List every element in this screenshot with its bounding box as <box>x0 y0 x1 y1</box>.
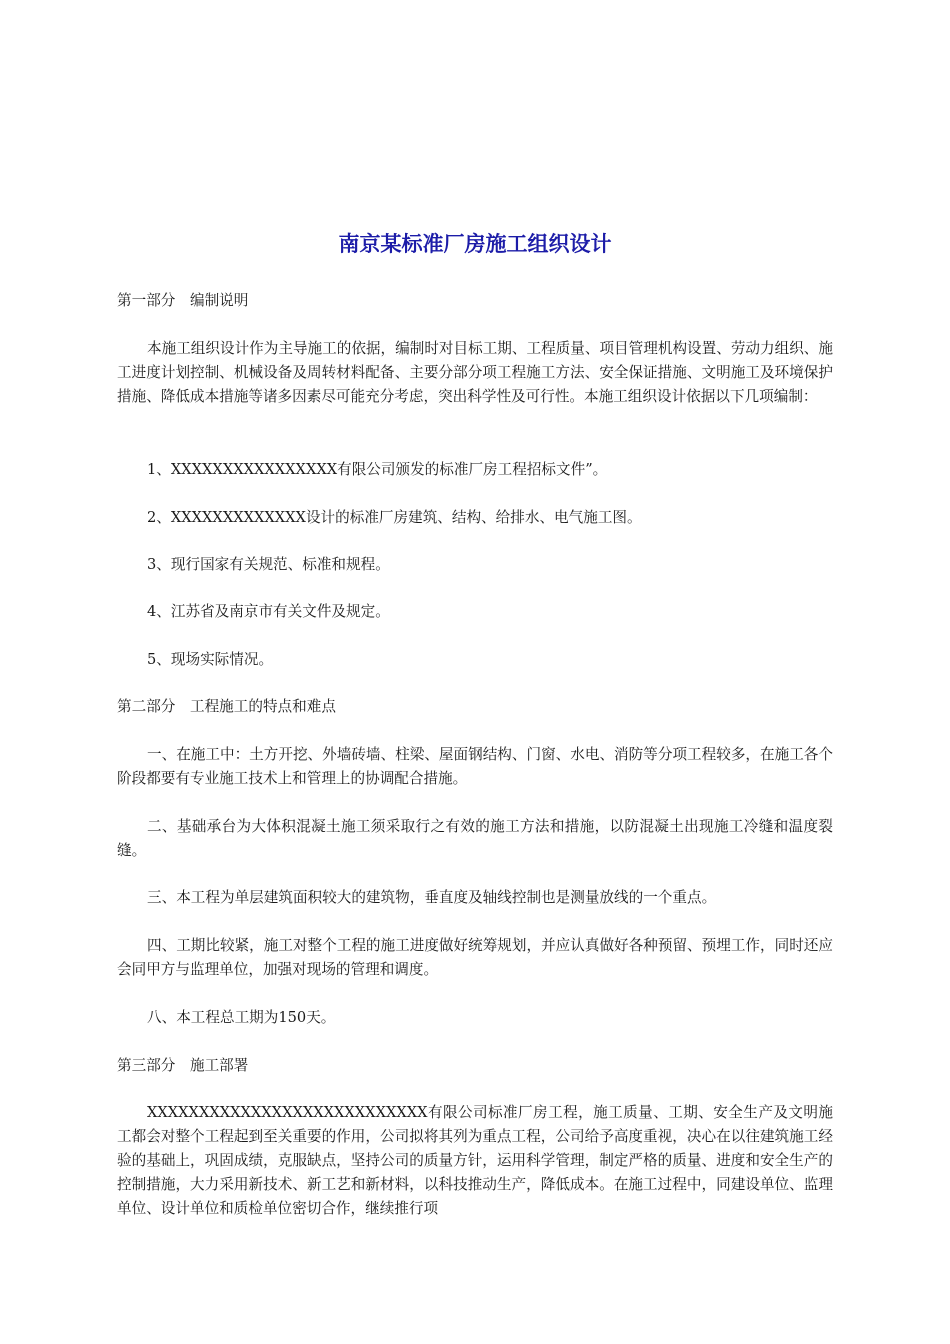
part2-paragraph-4: 四、工期比较紧，施工对整个工程的施工进度做好统筹规划，并应认真做好各种预留、预埋工作，同时还应会同甲方与监理单位，加强对现场的管理和调度。 <box>117 937 833 978</box>
part1-list-item-4: 4、江苏省及南京市有关文件及规定。 <box>147 603 390 620</box>
part2-paragraph-3: 三、本工程为单层建筑面积较大的建筑物，垂直度及轴线控制也是测量放线的一个重点。 <box>147 889 717 906</box>
part1-list-item-5: 5、现场实际情况。 <box>147 651 274 668</box>
part2-heading: 第二部分 工程施工的特点和难点 <box>117 698 336 715</box>
part3-heading: 第三部分 施工部署 <box>117 1057 249 1074</box>
part1-intro-paragraph: 本施工组织设计作为主导施工的依据，编制时对目标工期、工程质量、项目管理机构设置、劳动力组织、施工进度计划控制、机械设备及周转材料配备、主要分部分项工程施工方法、安全保证措施、文明施工及环境保护措施、降低成本措施等诸多因素尽可能充分考虑，突出科学性及可行性。本施工组织设计依据以下几项编制： <box>117 340 833 405</box>
part2-paragraph-2: 二、基础承台为大体积混凝土施工须采取行之有效的施工方法和措施，以防混凝土出现施工冷缝和温度裂缝。 <box>117 818 833 859</box>
part3-paragraph: XXXXXXXXXXXXXXXXXXXXXXXXXXX有限公司标准厂房工程，施工质量、工期、安全生产及文明施工都会对整个工程起到至关重要的作用，公司拟将其列为重点工程，公司给予高度重视，决心在以往建筑施工经验的基础上，巩固成绩，克服缺点，坚持公司的质量方针，运用科学管理，制定严格的质量、进度和安全生产的控制措施，大力采用新技术、新工艺和新材料，以科技推动生产，降低成本。在施工过程中，同建设单位、监理单位、设计单位和质检单位密切合作，继续推行项 <box>117 1104 833 1217</box>
part1-heading: 第一部分 编制说明 <box>117 292 249 309</box>
part2-paragraph-1: 一、在施工中：土方开挖、外墙砖墙、柱梁、屋面钢结构、门窗、水电、消防等分项工程较多，在施工各个阶段都要有专业施工技术上和管理上的协调配合措施。 <box>117 746 833 787</box>
part1-list-item-3: 3、现行国家有关规范、标准和规程。 <box>147 556 390 573</box>
part1-list-item-2: 2、XXXXXXXXXXXXX设计的标准厂房建筑、结构、给排水、电气施工图。 <box>147 509 642 526</box>
document-title: 南京某标准厂房施工组织设计 <box>338 232 612 256</box>
part1-list-item-1: 1、XXXXXXXXXXXXXXXX有限公司颁发的标准厂房工程招标文件”。 <box>147 461 608 478</box>
part2-paragraph-5: 八、本工程总工期为150天。 <box>147 1009 336 1026</box>
